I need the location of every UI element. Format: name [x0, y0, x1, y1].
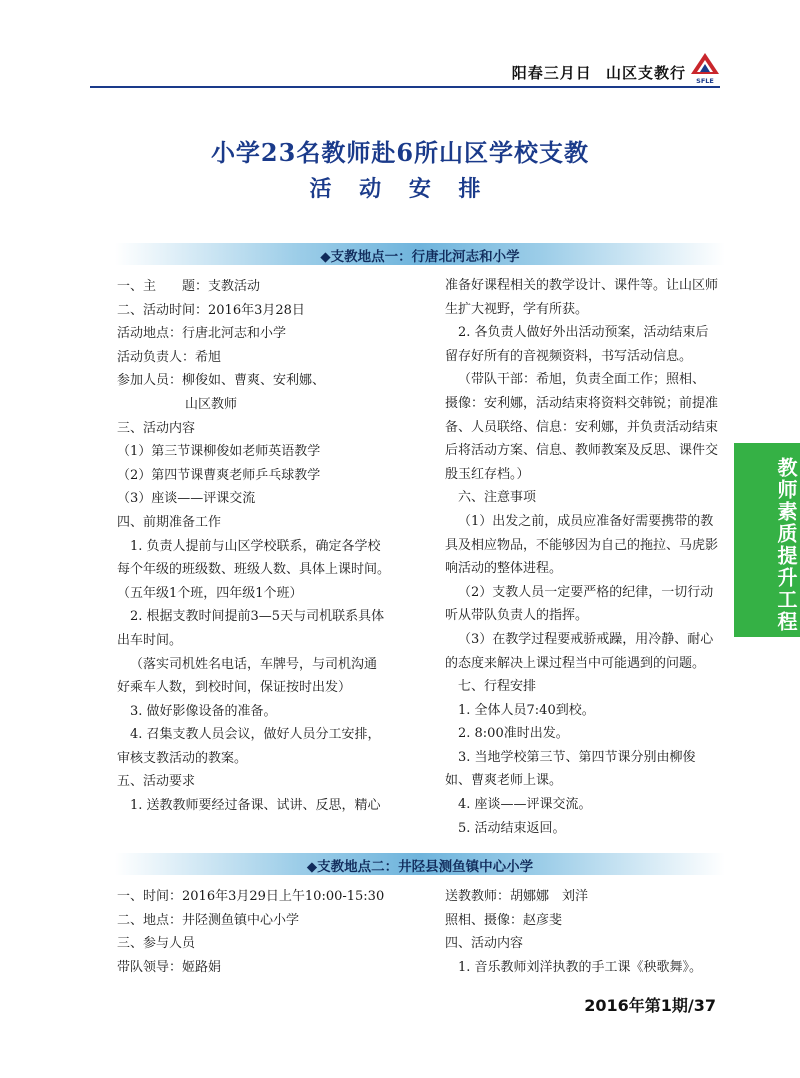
header-title: 阳春三月日 山区支教行	[511, 64, 686, 82]
text-line: 后将活动方案、信息、教师教案及反思、课件交	[445, 443, 719, 459]
text-line: （落实司机姓名电话，车牌号，与司机沟通	[130, 656, 378, 672]
text-line: 1. 全体人员7:40到校。	[458, 702, 595, 718]
section1-right-column	[445, 274, 730, 840]
text-line: 四、前期准备工作	[117, 514, 222, 530]
text-line: （2）支教人员一定要严格的纪律，一切行动	[458, 584, 714, 600]
page-subtitle: 活 动 安 排	[309, 176, 491, 202]
section2-banner	[115, 853, 725, 875]
text-line: 1. 音乐教师刘洋执教的手工课《秧歌舞》。	[458, 959, 703, 975]
section2-right-column	[445, 885, 730, 979]
text-line: 四、活动内容	[445, 936, 524, 952]
text-line: 送教教师：胡娜娜 刘洋	[445, 889, 589, 904]
text-line: 备、人员联络、信息：安利娜，并负责活动结束	[445, 419, 719, 435]
text-line: 出车时间。	[117, 632, 183, 648]
text-line: 一、时间：2016年3月29日上午10:00-15:30	[117, 889, 385, 904]
text-line: 二、地点：井陉测鱼镇中心小学	[117, 912, 300, 928]
text-line: 三、活动内容	[117, 420, 196, 436]
text-line: 具及相应物品，不能够因为自己的拖拉、马虎影	[445, 537, 719, 553]
text-line: 殷玉红存档。）	[445, 466, 530, 482]
side-tab-label: 教师素质提升工程	[774, 457, 798, 633]
text-line: 二、活动时间：2016年3月28日	[117, 302, 305, 318]
text-line: 带队领导：姬路娟	[117, 959, 222, 975]
text-line: 听从带队负责人的指挥。	[445, 608, 589, 624]
text-line: 4. 座谈——评课交流。	[458, 797, 592, 813]
text-line: 活动地点：行唐北河志和小学	[117, 326, 287, 342]
text-line: 照相、摄像：赵彦斐	[445, 912, 563, 928]
text-line: （五年级1个班，四年级1个班）	[117, 585, 303, 601]
side-section-tab	[734, 443, 800, 637]
section2-left-column	[117, 885, 417, 979]
text-line: 三、参与人员	[117, 936, 196, 952]
text-line: 六、注意事项	[458, 490, 537, 506]
text-line: 五、活动要求	[117, 774, 196, 790]
text-line: （3）在教学过程要戒骄戒躁，用冷静、耐心	[458, 631, 714, 647]
text-line: 参加人员：柳俊如、曹爽、安利娜、	[117, 373, 326, 389]
text-line: 3. 当地学校第三节、第四节课分别由柳俊	[458, 749, 696, 765]
text-line: 七、行程安排	[458, 679, 537, 695]
page-header	[90, 52, 720, 88]
text-line: 2. 各负责人做好外出活动预案，活动结束后	[458, 325, 709, 341]
text-line: 1. 送教教师要经过备课、试讲、反思，精心	[130, 798, 381, 814]
text-line: 1. 负责人提前与山区学校联系，确定各学校	[130, 538, 381, 554]
text-line: 生扩大视野，学有所获。	[445, 301, 589, 317]
text-line: 摄像：安利娜，活动结束将资料交韩锐；前提准	[445, 395, 719, 411]
text-line: （1）出发之前，成员应准备好需要携带的教	[458, 513, 714, 529]
section1-banner	[115, 243, 725, 265]
sfle-logo-icon	[690, 52, 720, 84]
text-line: 好乘车人数，到校时间，保证按时出发）	[117, 680, 352, 696]
text-line: 活动负责人：希旭	[117, 349, 222, 365]
text-line: （1）第三节课柳俊如老师英语教学	[117, 444, 321, 460]
text-line: 每个年级的班级数、班级人数、具体上课时间。	[117, 562, 391, 578]
text-line: 响活动的整体进程。	[445, 561, 563, 577]
page-footer: 2016年第1期/37	[584, 996, 716, 1015]
text-line: （带队干部：希旭，负责全面工作；照相、	[458, 372, 706, 388]
section2-banner-text: ◆支教地点二：井陉县测鱼镇中心小学	[306, 859, 534, 875]
text-line: 留存好所有的音视频资料，书写活动信息。	[445, 348, 693, 364]
section1-left-column	[117, 275, 417, 818]
page-title: 小学23名教师赴6所山区学校支教	[210, 138, 590, 167]
text-line: 3. 做好影像设备的准备。	[130, 703, 277, 719]
text-line: 山区教师	[185, 396, 238, 412]
text-line: 如、曹爽老师上课。	[445, 773, 563, 789]
text-line: 准备好课程相关的教学设计、课件等。让山区师	[445, 278, 719, 293]
text-line: （3）座谈——评课交流	[117, 491, 256, 507]
text-line: 2. 8:00准时出发。	[458, 726, 569, 742]
logo-text: SFLE	[696, 77, 714, 84]
section1-banner-text: ◆支教地点一：行唐北河志和小学	[320, 249, 520, 265]
text-line: 一、主 题：支教活动	[117, 279, 261, 294]
text-line: （2）第四节课曹爽老师乒乓球教学	[117, 467, 321, 483]
text-line: 的态度来解决上课过程当中可能遇到的问题。	[445, 655, 706, 671]
text-line: 5. 活动结束返回。	[458, 820, 566, 836]
text-line: 审核支教活动的教案。	[117, 750, 248, 766]
text-line: 4. 召集支教人员会议，做好人员分工安排，	[130, 727, 381, 743]
text-line: 2. 根据支教时间提前3—5天与司机联系具体	[130, 609, 385, 625]
